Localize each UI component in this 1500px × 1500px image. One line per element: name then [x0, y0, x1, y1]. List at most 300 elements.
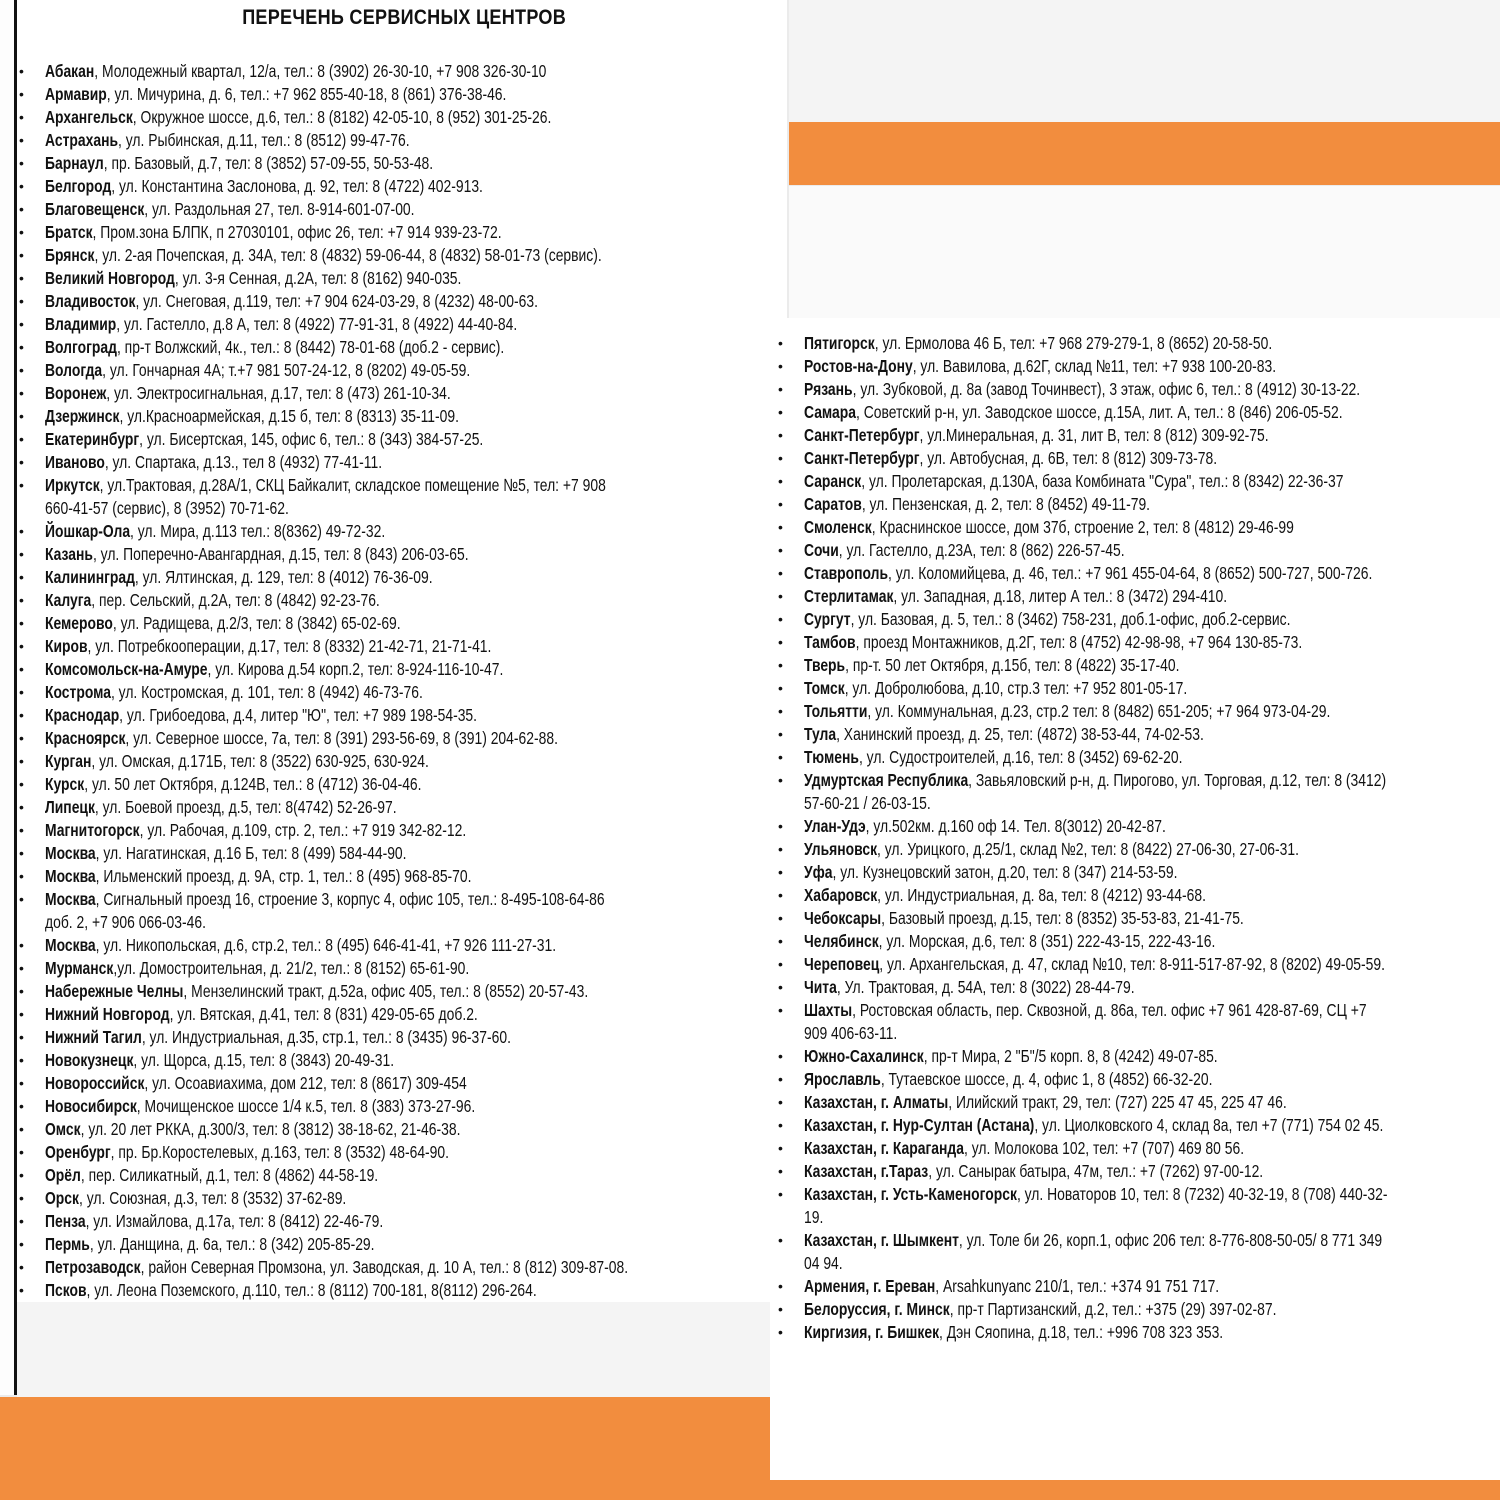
center-details: , ул. Гастелло, д.23А, тел: 8 (862) 226-57-45. — [838, 540, 1125, 560]
center-details: , ул. Молокова 102, тел: +7 (707) 469 80 56. — [963, 1138, 1245, 1158]
city-name: Казахстан, г. Усть-Каменогорск — [804, 1184, 1017, 1204]
service-center-item — [17, 152, 777, 175]
service-center-line — [804, 1114, 1383, 1137]
center-details: , Мензелинский тракт, д.52а, офис 405, тел.: 8 (8552) 20-57-43. — [183, 981, 589, 1001]
service-center-item — [17, 566, 777, 589]
service-center-item — [17, 474, 777, 520]
center-details: , ул.502км. д.160 оф 14. Тел. 8(3012) 20-42-87. — [865, 816, 1166, 836]
center-details-continuation: 04 94. — [804, 1253, 843, 1273]
city-name: Йошкар-Ола — [45, 521, 131, 541]
bullet-icon: • — [19, 592, 24, 608]
service-center-line — [45, 957, 469, 980]
center-details: , ул. Снеговая, д.119, тел: +7 904 624-03-29, 8 (4232) 48-00-63. — [135, 291, 538, 311]
city-name: Владивосток — [45, 291, 136, 311]
service-center-item — [17, 428, 777, 451]
service-center-item — [17, 658, 777, 681]
service-center-line — [804, 539, 1125, 562]
center-details: , ул. Константина Заслонова, д. 92, тел: 8 (4722) 402-913. — [111, 176, 483, 196]
center-details: , ул. Урицкого, д.25/1, склад №2, тел: 8 (8422) 27-06-30, 27-06-31. — [877, 839, 1299, 859]
orange-band-top-right — [789, 122, 1500, 185]
city-name: Шахты — [804, 1000, 853, 1020]
center-details: , ул. Архангельская, д. 47, склад №10, тел: 8-911-517-87-92, 8 (8202) 49-05-59. — [879, 954, 1385, 974]
center-details: , ул. Никопольская, д.6, стр.2, тел.: 8 (495) 646-41-41, +7 926 111-27-31. — [95, 935, 557, 955]
service-center-item — [17, 819, 777, 842]
service-center-item — [776, 424, 1498, 447]
center-details: , ул. Спартака, д.13., тел 8 (4932) 77-41-11. — [104, 452, 383, 472]
city-name: Иваново — [45, 452, 105, 472]
bullet-icon: • — [778, 381, 783, 397]
service-center-item — [776, 562, 1498, 585]
center-details: , ул. Кирова д.54 корп.2, тел: 8-924-116-10-47. — [207, 659, 504, 679]
service-center-line — [45, 83, 506, 106]
service-center-item — [17, 1026, 777, 1049]
service-center-item — [17, 244, 777, 267]
center-details: , район Северная Промзона, ул. Заводская, д. 10 А, тел.: 8 (812) 309-87-08. — [140, 1257, 629, 1277]
city-name: Хабаровск — [804, 885, 878, 905]
city-name: Москва — [45, 866, 96, 886]
background-panel-top-right — [789, 0, 1500, 122]
service-center-line — [804, 1137, 1244, 1160]
city-name: Воронеж — [45, 383, 107, 403]
city-name: Удмуртская Республика — [804, 770, 969, 790]
service-center-line — [45, 934, 556, 957]
center-details: , ул. 20 лет РККА, д.300/3, тел: 8 (3812) 38-18-62, 21-46-38. — [80, 1119, 461, 1139]
center-details: , ул. Осоавиахима, дом 212, тел: 8 (8617) 309-454 — [144, 1073, 467, 1093]
center-details: , ул. Леона Поземского, д.110, тел.: 8 (8112) 700-181, 8(8112) 296-264. — [86, 1280, 537, 1300]
center-details: , Тутаевское шоссе, д. 4, офис 1, 8 (4852) 66-32-20. — [880, 1069, 1213, 1089]
city-name: Кострома — [45, 682, 111, 702]
service-center-item — [17, 865, 777, 888]
service-center-item — [776, 861, 1498, 884]
center-details: , ул. Кузнецовский затон, д.20, тел: 8 (347) 214-53-59. — [832, 862, 1178, 882]
center-details: , Ильменский проезд, д. 9А, стр. 1, тел.: 8 (495) 968-85-70. — [95, 866, 472, 886]
service-center-item — [17, 612, 777, 635]
city-name: Тула — [804, 724, 837, 744]
orange-band-bottom — [0, 1397, 770, 1500]
city-name: Казахстан, г. Караганда — [804, 1138, 964, 1158]
bullet-icon: • — [19, 1052, 24, 1068]
service-center-line — [45, 842, 407, 865]
center-details: , ул. Судостроителей, д.16, тел: 8 (3452) 69-62-20. — [858, 747, 1183, 767]
city-name: Благовещенск — [45, 199, 145, 219]
service-center-item — [17, 1210, 777, 1233]
service-center-line — [45, 681, 423, 704]
center-details: , ул. Базовая, д. 5, тел.: 8 (3462) 758-231, доб.1-офис, доб.2-сервис. — [850, 609, 1291, 629]
center-details: , ул. Добролюбова, д.10, стр.3 тел: +7 952 801-05-17. — [844, 678, 1188, 698]
service-center-line — [45, 566, 433, 589]
bullet-icon: • — [19, 1006, 24, 1022]
bullet-icon: • — [778, 726, 783, 742]
city-name: Набережные Челны — [45, 981, 184, 1001]
city-name: Иркутск — [45, 475, 100, 495]
service-center-item — [17, 1003, 777, 1026]
service-center-line — [45, 520, 385, 543]
service-center-line — [804, 953, 1385, 976]
service-centers-list-left — [17, 60, 777, 1302]
city-name: Вологда — [45, 360, 103, 380]
service-center-line — [45, 1164, 378, 1187]
service-center-item — [17, 83, 777, 106]
bullet-icon: • — [19, 707, 24, 723]
bullet-icon: • — [778, 933, 783, 949]
center-details: , ул. 2-ая Почепская, д. 34А, тел: 8 (4832) 59-06-44, 8 (4832) 58-01-73 (сервис). — [94, 245, 602, 265]
bullet-icon: • — [778, 818, 783, 834]
service-center-item — [17, 589, 777, 612]
center-details: , ул. Толе би 26, корп.1, офис 206 тел: 8-776-808-50-05/ 8 771 349 — [958, 1230, 1383, 1250]
bullet-icon: • — [778, 910, 783, 926]
city-name: Владимир — [45, 314, 117, 334]
bullet-icon: • — [778, 1163, 783, 1179]
city-name: Оренбург — [45, 1142, 111, 1162]
center-details-continuation: 909 406-63-11. — [804, 1023, 898, 1043]
service-center-line — [45, 796, 397, 819]
service-center-item — [17, 543, 777, 566]
service-center-line — [45, 773, 422, 796]
service-center-line — [45, 244, 602, 267]
bullet-icon: • — [19, 615, 24, 631]
service-center-item — [17, 1279, 777, 1302]
bullet-icon: • — [778, 1071, 783, 1087]
service-center-item — [17, 1072, 777, 1095]
bullet-icon: • — [778, 335, 783, 351]
center-details: , ул. Вятская, д.41, тел: 8 (831) 429-05-65 доб.2. — [169, 1004, 478, 1024]
bullet-icon: • — [778, 680, 783, 696]
service-center-item — [776, 654, 1498, 677]
bullet-icon: • — [19, 937, 24, 953]
center-details: , ул.Трактовая, д.28А/1, СКЦ Байкалит, складское помещение №5, тел: +7 908 — [99, 475, 606, 495]
center-details: , ул. Морская, д.6, тел: 8 (351) 222-43-15, 222-43-16. — [878, 931, 1216, 951]
center-details: , ул. Индустриальная, д. 8а, тел: 8 (4212) 93-44-68. — [877, 885, 1206, 905]
city-name: Улан-Удэ — [804, 816, 866, 836]
bullet-icon: • — [778, 841, 783, 857]
service-center-item — [17, 520, 777, 543]
center-details: , Arsahkunyanc 210/1, тел.: +374 91 751 717. — [935, 1276, 1220, 1296]
center-details: , ул. Бисертская, 145, офис 6, тел.: 8 (343) 384-57-25. — [139, 429, 484, 449]
center-details: , ул. Гончарная 4А; т.+7 981 507-24-12, 8 (8202) 49-05-59. — [102, 360, 471, 380]
center-details: ,ул. Домостроительная, д. 21/2, тел.: 8 (8152) 65-61-90. — [113, 958, 470, 978]
center-details: , ул. Нагатинская, д.16 Б, тел: 8 (499) 584-44-90. — [95, 843, 407, 863]
service-center-line — [45, 1095, 475, 1118]
service-center-line — [45, 336, 504, 359]
city-name: Тольятти — [804, 701, 868, 721]
city-name: Самара — [804, 402, 856, 422]
bullet-icon: • — [19, 638, 24, 654]
service-center-line — [45, 451, 382, 474]
service-center-line — [804, 861, 1177, 884]
city-name: Армения, г. Ереван — [804, 1276, 936, 1296]
center-details: , ул. Щорса, д.15, тел: 8 (3843) 20-49-31. — [133, 1050, 395, 1070]
city-name: Ставрополь — [804, 563, 889, 583]
center-details: , Окружное шоссе, д.6, тел.: 8 (8182) 42-05-10, 8 (952) 301-25-26. — [132, 107, 552, 127]
service-center-item — [17, 451, 777, 474]
bullet-icon: • — [778, 1002, 783, 1018]
center-details: , пр-т Мира, 2 "Б"/5 корп. 8, 8 (4242) 49-07-85. — [923, 1046, 1218, 1066]
city-name: Брянск — [45, 245, 95, 265]
service-center-line — [45, 1049, 394, 1072]
service-center-item — [17, 267, 777, 290]
service-center-line — [45, 589, 380, 612]
service-center-line — [45, 658, 503, 681]
service-center-item — [17, 704, 777, 727]
service-center-line — [804, 884, 1206, 907]
center-details: , пр-т Партизанский, д.2, тел.: +375 (29) 397-02-87. — [949, 1299, 1277, 1319]
city-name: Орск — [45, 1188, 79, 1208]
city-name: Курган — [45, 751, 92, 771]
bullet-icon: • — [778, 772, 783, 788]
service-center-line — [45, 359, 470, 382]
service-center-line — [45, 175, 483, 198]
center-details: , пр-т Волжский, 4к., тел.: 8 (8442) 78-01-68 (доб.2 - сервис). — [116, 337, 505, 357]
city-name: Калининград — [45, 567, 135, 587]
city-name: Стерлитамак — [804, 586, 894, 606]
bullet-icon: • — [19, 293, 24, 309]
bullet-icon: • — [19, 868, 24, 884]
city-name: Ульяновск — [804, 839, 878, 859]
service-center-line — [804, 1321, 1223, 1344]
bullet-icon: • — [778, 542, 783, 558]
service-center-line — [45, 428, 483, 451]
service-center-line — [45, 1233, 375, 1256]
service-center-item — [17, 773, 777, 796]
center-details-continuation: 660-41-57 (сервис), 8 (3952) 70-71-62. — [45, 498, 289, 518]
center-details: , Мочищенское шоссе 1/4 к.5, тел. 8 (383) 373-27-96. — [136, 1096, 476, 1116]
center-details: , пер. Сельский, д.2А, тел: 8 (4842) 92-23-76. — [91, 590, 380, 610]
service-center-item — [776, 884, 1498, 907]
city-name: Череповец — [804, 954, 880, 974]
center-details: , ул. Автобусная, д. 6В, тел: 8 (812) 309-73-78. — [919, 448, 1218, 468]
center-details: , ул. Мира, д.113 тел.: 8(8362) 49-72-32. — [130, 521, 386, 541]
city-name: Казань — [45, 544, 93, 564]
bullet-icon: • — [19, 1144, 24, 1160]
bullet-icon: • — [19, 339, 24, 355]
city-name: Санкт-Петербург — [804, 448, 920, 468]
service-center-item — [17, 750, 777, 773]
bullet-icon: • — [778, 519, 783, 535]
city-name: Петрозаводск — [45, 1257, 141, 1277]
center-details: , ул. Поперечно-Авангардная, д.15, тел: 8 (843) 206-03-65. — [92, 544, 469, 564]
city-name: Екатеринбург — [45, 429, 140, 449]
city-name: Киров — [45, 636, 88, 656]
service-center-item — [17, 1256, 777, 1279]
service-center-line — [804, 815, 1166, 838]
center-details: , ул. Зубковой, д. 8а (завод Точинвест), 3 этаж, офис 6, тел.: 8 (4912) 30-13-22. — [852, 379, 1361, 399]
service-center-line — [804, 999, 1367, 1022]
center-details: , ул. Союзная, д.3, тел: 8 (3532) 37-62-89. — [78, 1188, 347, 1208]
bullet-icon: • — [19, 1029, 24, 1045]
center-details: , пер. Силикатный, д.1, тел: 8 (4862) 44-58-19. — [80, 1165, 379, 1185]
city-name: Тюмень — [804, 747, 859, 767]
service-center-item — [776, 1160, 1498, 1183]
service-center-line — [45, 635, 491, 658]
bullet-icon: • — [19, 730, 24, 746]
city-name: Калуга — [45, 590, 92, 610]
service-center-line — [804, 654, 1179, 677]
center-details: , пр-т. 50 лет Октября, д.15б, тел: 8 (4822) 35-17-40. — [845, 655, 1180, 675]
center-details: , ул. Потребкооперации, д.17, тел: 8 (8332) 21-42-71, 21-71-41. — [87, 636, 492, 656]
bullet-icon: • — [19, 1098, 24, 1114]
center-details: , ул. Мичурина, д. 6, тел.: +7 962 855-40-18, 8 (861) 376-38-46. — [106, 84, 507, 104]
service-center-line — [804, 1091, 1287, 1114]
service-center-line — [45, 198, 415, 221]
center-details: , ул. Коммунальная, д.23, стр.2 тел: 8 (8482) 651-205; +7 964 973-04-29. — [867, 701, 1331, 721]
service-center-line — [804, 1160, 1263, 1183]
service-center-line — [45, 980, 588, 1003]
city-name: Братск — [45, 222, 93, 242]
bullet-icon: • — [19, 270, 24, 286]
service-center-item — [776, 539, 1498, 562]
bullet-icon: • — [19, 454, 24, 470]
service-center-line — [804, 976, 1135, 999]
city-name: Комсомольск-на-Амуре — [45, 659, 208, 679]
city-name: Пермь — [45, 1234, 90, 1254]
service-center-line — [804, 470, 1343, 493]
service-center-item — [17, 198, 777, 221]
center-details: , ул. Вавилова, д.62Г, склад №11, тел: +7 938 100-20-83. — [912, 356, 1277, 376]
bullet-icon: • — [19, 569, 24, 585]
bullet-icon: • — [778, 1048, 783, 1064]
service-center-line — [45, 1072, 467, 1095]
service-center-item — [776, 700, 1498, 723]
service-center-item — [776, 746, 1498, 769]
service-center-line — [45, 313, 517, 336]
service-center-item — [17, 888, 777, 934]
service-center-line — [804, 677, 1187, 700]
bullet-icon: • — [778, 703, 783, 719]
city-name: Тверь — [804, 655, 846, 675]
city-name: Архангельск — [45, 107, 133, 127]
center-details: , ул. Омская, д.171Б, тел: 8 (3522) 630-925, 630-924. — [91, 751, 429, 771]
city-name: Дзержинск — [45, 406, 120, 426]
bullet-icon: • — [19, 1121, 24, 1137]
service-center-line — [45, 1026, 511, 1049]
service-center-item — [776, 1275, 1498, 1298]
bullet-icon: • — [778, 496, 783, 512]
city-name: Новокузнецк — [45, 1050, 134, 1070]
service-center-line — [804, 378, 1360, 401]
bullet-icon: • — [778, 1324, 783, 1340]
service-center-item — [776, 470, 1498, 493]
city-name: Чита — [804, 977, 837, 997]
service-center-line — [804, 769, 1386, 792]
center-details: , ул. Санырак батыра, 47м, тел.: +7 (7262) 97-00-12. — [928, 1161, 1264, 1181]
service-center-line — [45, 382, 451, 405]
bullet-icon: • — [778, 473, 783, 489]
service-center-item — [17, 382, 777, 405]
bullet-icon: • — [19, 960, 24, 976]
service-center-line — [804, 355, 1276, 378]
service-center-line — [45, 1210, 383, 1233]
bullet-icon: • — [19, 684, 24, 700]
service-center-item — [776, 585, 1498, 608]
bullet-icon: • — [19, 316, 24, 332]
city-name: Москва — [45, 843, 96, 863]
service-center-line — [804, 838, 1299, 861]
service-center-line — [45, 704, 477, 727]
bullet-icon: • — [19, 1190, 24, 1206]
bullet-icon: • — [19, 155, 24, 171]
service-center-line — [45, 1256, 628, 1279]
center-details: , ул. Ялтинская, д. 129, тел: 8 (4012) 76-36-09. — [134, 567, 433, 587]
center-details: , Сигнальный проезд 16, строение 3, корпус 4, офис 105, тел.: 8-495-108-64-86 — [95, 889, 605, 909]
center-details: , ул. Индустриальная, д.35, стр.1, тел.: 8 (3435) 96-37-60. — [141, 1027, 511, 1047]
city-name: Казахстан, г. Шымкент — [804, 1230, 959, 1250]
city-name: Киргизия, г. Бишкек — [804, 1322, 940, 1342]
center-details: , ул.Красноармейская, д.15 б, тел: 8 (8313) 35-11-09. — [119, 406, 459, 426]
city-name: Сочи — [804, 540, 839, 560]
document-page-right — [770, 318, 1500, 1480]
center-details: , ул.Минеральная, д. 31, лит В, тел: 8 (812) 309-92-75. — [919, 425, 1269, 445]
center-details: , ул. 50 лет Октября, д.124В, тел.: 8 (4712) 36-04-46. — [84, 774, 422, 794]
service-center-item — [776, 1091, 1498, 1114]
bullet-icon: • — [19, 523, 24, 539]
service-center-line — [804, 1183, 1388, 1206]
service-center-line — [804, 1229, 1382, 1252]
bullet-icon: • — [19, 224, 24, 240]
service-center-line — [804, 516, 1294, 539]
background-panel-mid-right — [789, 186, 1500, 318]
center-details: , ул. 3-я Сенная, д.2А, тел: 8 (8162) 940-035. — [174, 268, 462, 288]
service-center-item — [17, 313, 777, 336]
bullet-icon: • — [778, 565, 783, 581]
service-center-item — [17, 106, 777, 129]
service-center-item — [776, 493, 1498, 516]
city-name: Курск — [45, 774, 85, 794]
bullet-icon: • — [19, 1282, 24, 1298]
bullet-icon: • — [19, 86, 24, 102]
orange-band-bottom-right — [770, 1480, 1500, 1500]
service-center-line — [45, 1118, 460, 1141]
service-center-line — [45, 543, 469, 566]
bullet-icon: • — [778, 611, 783, 627]
city-name: Кемерово — [45, 613, 113, 633]
center-details: , Базовый проезд, д.15, тел: 8 (8352) 35-53-83, 21-41-75. — [881, 908, 1244, 928]
bullet-icon: • — [778, 979, 783, 995]
bullet-icon: • — [778, 634, 783, 650]
city-name: Мурманск — [45, 958, 114, 978]
bullet-icon: • — [778, 864, 783, 880]
bullet-icon: • — [778, 1301, 783, 1317]
service-center-item — [17, 980, 777, 1003]
service-center-item — [776, 907, 1498, 930]
bullet-icon: • — [19, 776, 24, 792]
document-page-left — [17, 0, 787, 1302]
service-center-item — [17, 1049, 777, 1072]
service-center-item — [776, 1298, 1498, 1321]
bullet-icon: • — [19, 408, 24, 424]
service-center-line — [45, 750, 429, 773]
center-details: , ул. Гастелло, д.8 А, тел: 8 (4922) 77-91-31, 8 (4922) 44-40-84. — [116, 314, 518, 334]
service-center-line — [804, 608, 1290, 631]
service-center-line — [45, 221, 502, 244]
service-center-line — [804, 493, 1150, 516]
service-center-item — [17, 290, 777, 313]
service-center-item — [776, 401, 1498, 424]
center-details-continuation: доб. 2, +7 906 066-03-46. — [45, 912, 206, 932]
service-center-item — [17, 336, 777, 359]
city-name: Белгород — [45, 176, 112, 196]
service-center-item — [17, 635, 777, 658]
service-center-item — [776, 1114, 1498, 1137]
bullet-icon: • — [778, 1094, 783, 1110]
service-center-line — [804, 746, 1182, 769]
service-center-item — [776, 1321, 1498, 1344]
service-center-item — [17, 405, 777, 428]
service-center-item — [776, 930, 1498, 953]
service-center-line — [45, 152, 433, 175]
center-details: , пр. Бр.Коростелевых, д.163, тел: 8 (3532) 48-64-90. — [110, 1142, 449, 1162]
city-name: Великий Новгород — [45, 268, 175, 288]
city-name: Уфа — [804, 862, 833, 882]
